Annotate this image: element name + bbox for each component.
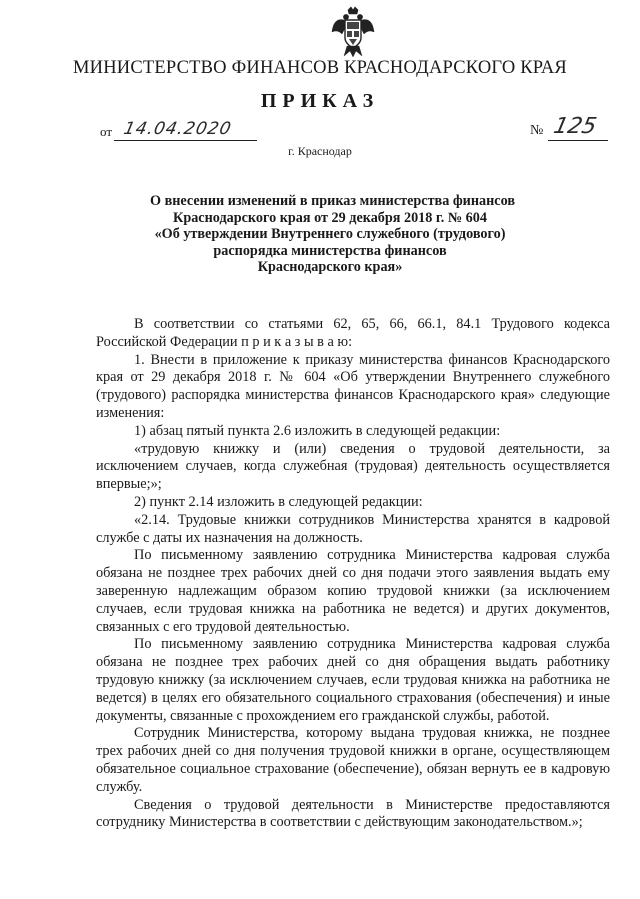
paragraph-quote-2-14: «2.14. Трудовые книжки сотрудников Министерства хранятся в кадровой службе с даты их назначения на должность. [96,511,610,546]
document-type-heading: ПРИКАЗ [260,90,380,112]
paragraph-copy-request: По письменному заявлению сотрудника Министерства кадровая служба обязана не позднее трех рабочих дней со дня подачи этого заявления выдать ему заверенную надлежащим образом копию трудовой книжки (за исключением случаев, если трудовая книжка на работника не ведется) и других документов, связанных с его трудовой деятельностью. [96,547,610,635]
title-line: Краснодарского края от 29 декабря 2018 г. № 604 [173,209,487,226]
date-field [114,114,257,141]
title-line: О внесении изменений в приказ министерства финансов [150,193,515,209]
paragraph-quote-2-6: «трудовую книжку и (или) сведения о трудовой деятельности, за исключением случаев, когда служебная (трудовая) деятельность осуществляется впервые;»; [96,440,610,493]
date-prefix: от [100,124,113,139]
title-line: распорядка министерства финансов [213,242,447,259]
number-prefix: № [530,123,544,138]
paragraph-preamble: В соответствии со статьями 62, 65, 66, 66.1, 84.1 Трудового кодекса Российской Федерации п р и к а з ы в а ю: [96,316,610,350]
paragraph-work-info: Сведения о трудовой деятельности в Министерстве предоставляются сотруднику Министерства в соответствии с действующим законодательством.»; [96,796,610,831]
paragraph-subitem-2: 2) пункт 2.14 изложить в следующей редакции: [134,493,423,510]
paragraph-subitem-1: 1) абзац пятый пункта 2.6 изложить в следующей редакции: [134,422,501,439]
date-handwritten: 14.04.2020 [121,119,234,139]
paragraph-book-issue: По письменному заявлению сотрудника Министерства кадровая служба обязана не позднее трех рабочих дней со дня обращения выдать работнику трудовую книжку (за исключением случаев, если трудовая книжка на работника не ведется) в целях его обязательного социального страхования (обеспечения) и иные документы, связанные с прохождением его гражданской службы, работой. [96,636,610,724]
document-body [96,316,610,832]
coat-of-arms-icon [330,6,376,58]
number-handwritten: 125 [551,114,599,139]
city-label: г. Краснодар [288,144,352,158]
number-field [548,112,608,141]
paragraph-item-1: 1. Внести в приложение к приказу министерства финансов Краснодарского края от 29 декабря 2018 г. № 604 «Об утверждении Внутреннего служебного (трудового) распорядка министерства финансов Краснодарского края» следующие изменения: [96,351,610,421]
document-title [150,193,515,276]
ministry-name: МИНИСТЕРСТВО ФИНАНСОВ КРАСНОДАРСКОГО КРАЯ [73,58,567,78]
paragraph-book-return: Сотрудник Министерства, которому выдана трудовая книжка, не позднее трех рабочих дней со дня получения трудовой книжки в органе, осуществляющем обязательное социальное страхование (обеспечение), обязан вернуть ее в кадровую службу. [96,725,610,795]
title-line: «Об утверждении Внутреннего служебного (трудового) [154,226,506,242]
title-line: Краснодарского края» [257,259,403,275]
